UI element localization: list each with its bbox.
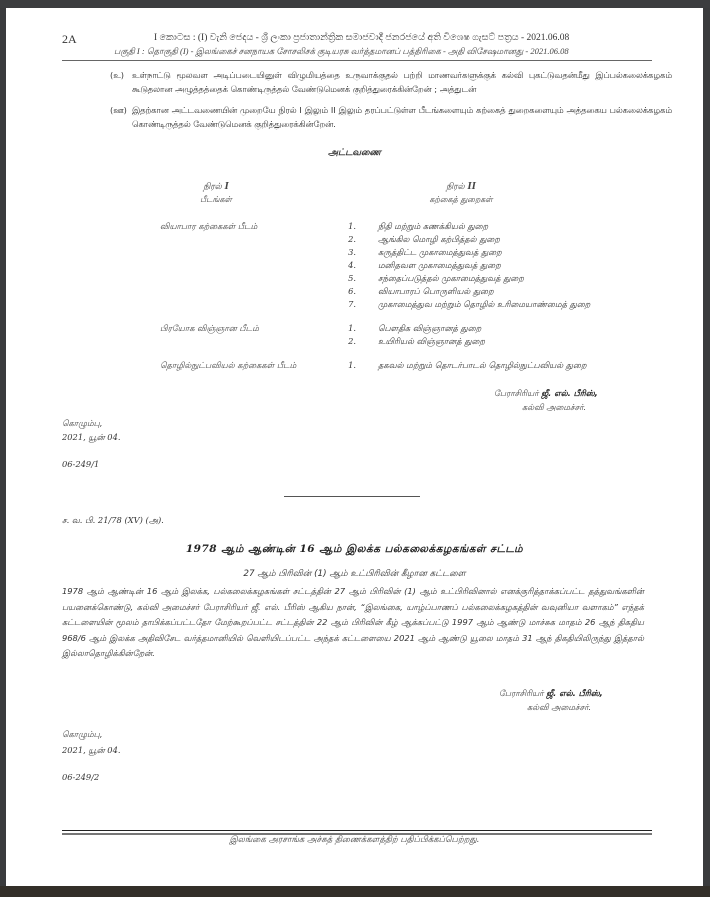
reference-number: 06-249/2 [62,772,100,782]
clause-uu [110,103,676,131]
signature-title: பேராசிரியர் [499,688,544,698]
column-2-subtitle: கற்கைத் துறைகள் [429,195,493,204]
dept-name: நிதி மற்றும் கணக்கியல் துறை [378,221,489,231]
footer-text: இலங்கை அரசாங்க அச்சுத் திணைக்களத்திற் பதிப்பிக்கப்பெற்றது. [229,835,480,845]
dept-name: மனிதவள முகாமைத்துவத் துறை [378,260,501,270]
column-1-heading [166,180,266,193]
dept-name: உயிரியல் விஞ்ஞானத் துறை [378,336,486,346]
notice-title: 1978 ஆம் ஆண்டின் 16 ஆம் இலக்க பல்கலைக்கழகங்கள் சட்டம் [185,543,524,555]
dept-number: 2. [348,336,356,346]
clause-u [110,68,676,96]
signature-name: ஜீ. எல். பீரிஸ், [546,688,603,698]
clause-text: உள்நாட்டு மூலவள அடிப்படையினுள் விழுமியத்தை உருவாக்குதல் பற்றி மாணவர்களுக்குக் கல்வி புகட்டுவதன்மீது இப்பல்கலைக்கழகம் கூடுதலான அழுத்தத்தைக் கொண்டிருத்தல் வேண்டுமெனக் குறித்துரைக்கின்றேன் ; அத்துடன் [132,70,672,94]
dept-number: 6. [348,286,356,296]
signature-1 [494,388,598,400]
header-rule [62,60,652,61]
place: கொழும்பு, [62,418,103,428]
signature-role: கல்வி அமைச்சர். [522,402,587,412]
column-2-heading [386,180,536,193]
header-tamil: பகுதி I : தொகுதி (I) - இலங்கைச் சனநாயக சோசலிசக் குடியரசு வர்த்தமானப் பத்திரிகை - அதி விசேஷமானது - 2021.06.08 [114,46,569,56]
dept-number: 1. [348,221,356,231]
schedule-title: அட்டவணை [328,148,381,158]
header-sinhala: I කොටස : (I) වැනි ජෙදය - ශ්‍රී ලංකා ප්‍රජාතාන්ත්‍රික සමාජවාදී ජනරජයේ අති විශෙෂ ගැසට් පත්‍රය - 2021.06.08 [154,33,570,43]
document-page [6,8,703,886]
column-1-subtitle: பீடங்கள் [200,195,232,204]
date: 2021, யூன் 04. [62,432,121,442]
viewer-top-bar [0,0,710,8]
signature-2 [499,688,603,700]
reference-number: 06-249/1 [62,459,100,469]
column-1-numeral: I [224,180,229,192]
signature-name: ஜீ. எல். பீரிஸ், [541,388,598,398]
dept-number: 1. [348,360,356,370]
clause-marker: (ஊ) [110,105,127,115]
dept-name: கருத்திட்ட முகாமைத்துவத் துறை [378,247,502,257]
dept-number: 4. [348,260,356,270]
faculty-name: வியாபார கற்கைகள் பீடம் [160,221,258,231]
dept-name: வியாபாரப் பொருளியல் துறை [378,286,494,296]
dept-name: முகாமைத்துவ மற்றும் தொழில் உரிமையாண்மைத் துறை [378,299,591,309]
notice-subtitle: 27 ஆம் பிரிவின் (1) ஆம் உட்பிரிவின் கீழான கட்டளை [243,569,466,579]
section-divider [284,496,420,497]
dept-number: 1. [348,323,356,333]
place: கொழும்பு, [62,729,103,739]
page-number: 2A [62,32,77,46]
column-2-label: நிரல் [446,182,465,192]
file-reference: ச. வ. பி. 21/78 (XV) (அ). [62,515,164,525]
signature-role: கல்வி அமைச்சர். [527,702,592,712]
dept-number: 7. [348,299,356,309]
dept-number: 3. [348,247,356,257]
clause-text: இதற்கான அட்டவணையின் முறையே நிரல் I இலும் II இலும் தரப்பட்டுள்ள பீடங்களையும் கற்கைத் துறைகளையும் அத்தகைய பல்கலைக்கழகம் கொண்டிருத்தல் வேண்டுமெனக் குறித்துரைக்கின்றேன். [132,105,672,129]
faculty-name: தொழில்நுட்பவியல் கற்கைகள் பீடம் [160,360,297,370]
clause-marker: (உ) [110,70,125,80]
dept-number: 2. [348,234,356,244]
column-2-numeral: II [467,180,476,192]
footer-rule [62,830,652,831]
dept-name: தகவல் மற்றும் தொடர்பாடல் தொழில்நுட்பவியல் துறை [378,360,587,370]
dept-name: பௌதிக விஞ்ஞானத் துறை [378,323,482,333]
faculty-name: பிரயோக விஞ்ஞான பீடம் [160,323,259,333]
viewer-bottom-bar [0,886,710,897]
notice-body: 1978 ஆம் ஆண்டின் 16 ஆம் இலக்க, பல்கலைக்கழகங்கள் சட்டத்தின் 27 ஆம் பிரிவின் (1) ஆம் உட்பிரிவினால் எனக்குரித்தாக்கப்பட்ட தத்துவங்களின் பயனைக்கொண்டு, கல்வி அமைச்சர் பேராசிரியர் ஜீ. எல். பீரிஸ் ஆகிய நான், “இலங்கை, யாழ்ப்பாணப் பல்கலைக்கழகத்தின் வவுனியா வளாகம்” எந்தக் கட்டளையின் மூலம் தாபிக்கப்பட்டதோ மேற்கூறப்பட்ட சட்டத்தின் 22 ஆம் பிரிவின் கீழ் ஆக்கப்பட்டு 1997 ஆம் ஆண்டு மாச்சுக மாதம் 26 ஆந் திகதிய 968/6 ஆம் இலக்க அதிவிசேட வர்த்தமானியில் வெளியிடப்பட்ட அந்தக் கட்டளையை 2021 ஆம் ஆண்டு யூலை மாதம் 31 ஆந் திகதியிலிருந்து இத்தால் இல்லாதொழிக்கின்றேன். [62,586,644,658]
signature-title: பேராசிரியர் [494,388,539,398]
dept-name: சந்தைப்படுத்தல் முகாமைத்துவத் துறை [378,273,524,283]
dept-name: ஆங்கில மொழி கற்பித்தல் துறை [378,234,500,244]
dept-number: 5. [348,273,356,283]
column-1-label: நிரல் [203,182,222,192]
date: 2021, யூன் 04. [62,745,121,755]
